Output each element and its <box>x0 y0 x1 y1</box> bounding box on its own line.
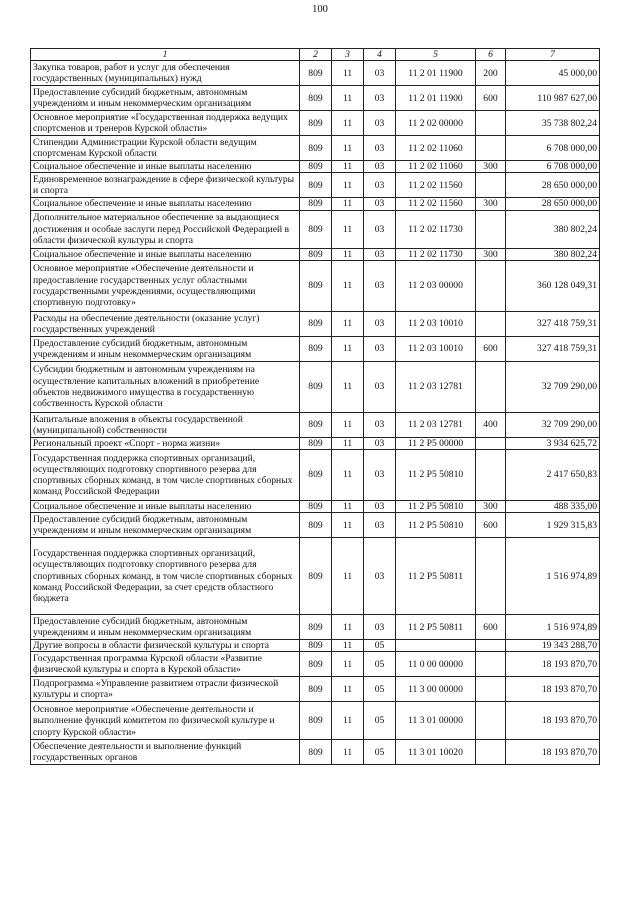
cell-rz: 11 <box>332 198 364 210</box>
cell-rz: 11 <box>332 513 364 538</box>
table-row <box>31 111 600 136</box>
cell-sum: 1 516 974,89 <box>506 538 600 615</box>
cell-vr <box>476 450 506 501</box>
cell-rz: 11 <box>332 538 364 615</box>
cell-vr: 300 <box>476 248 506 260</box>
cell-pr: 03 <box>364 136 396 161</box>
cell-sum: 360 128 049,31 <box>506 260 600 311</box>
cell-vr <box>476 702 506 740</box>
table-row <box>31 311 600 336</box>
cell-vr <box>476 136 506 161</box>
cell-ved: 809 <box>300 640 332 652</box>
cell-sum: 35 738 802,24 <box>506 111 600 136</box>
cell-csr: 11 2 P5 00000 <box>396 437 476 449</box>
header-row <box>31 49 600 61</box>
cell-sum: 32 709 290,00 <box>506 412 600 437</box>
cell-rz: 11 <box>332 615 364 640</box>
cell-sum: 3 934 625,72 <box>506 437 600 449</box>
cell-vr <box>476 652 506 677</box>
cell-sum: 1 516 974,89 <box>506 615 600 640</box>
cell-vr <box>476 173 506 198</box>
cell-rz: 11 <box>332 173 364 198</box>
cell-sum: 327 418 759,31 <box>506 336 600 361</box>
cell-name: Основное мероприятие «Обеспечение деятельности и предоставление государственных услуг областными государственными учреждениями, осуществляющими спортивную подготовку» <box>31 260 300 311</box>
cell-vr <box>476 740 506 765</box>
cell-csr: 11 2 01 11900 <box>396 61 476 86</box>
cell-pr: 03 <box>364 615 396 640</box>
cell-pr: 03 <box>364 538 396 615</box>
cell-vr: 400 <box>476 412 506 437</box>
cell-rz: 11 <box>332 361 364 412</box>
cell-rz: 11 <box>332 437 364 449</box>
cell-pr: 03 <box>364 111 396 136</box>
cell-name: Капитальные вложения в объекты государственной (муниципальной) собственности <box>31 412 300 437</box>
table-row <box>31 412 600 437</box>
cell-csr: 11 2 02 11730 <box>396 210 476 248</box>
cell-ved: 809 <box>300 248 332 260</box>
cell-rz: 11 <box>332 136 364 161</box>
cell-sum: 327 418 759,31 <box>506 311 600 336</box>
cell-name: Основное мероприятие «Обеспечение деятельности и выполнение функций комитетом по физической культуре и спорту Курской области» <box>31 702 300 740</box>
table-row <box>31 677 600 702</box>
cell-sum: 18 193 870,70 <box>506 702 600 740</box>
cell-vr: 600 <box>476 336 506 361</box>
cell-ved: 809 <box>300 173 332 198</box>
cell-csr: 11 2 03 10010 <box>396 336 476 361</box>
cell-vr: 300 <box>476 161 506 173</box>
table-row <box>31 361 600 412</box>
cell-sum: 380 802,24 <box>506 210 600 248</box>
cell-csr: 11 2 02 11560 <box>396 198 476 210</box>
cell-csr: 11 3 01 10020 <box>396 740 476 765</box>
cell-pr: 03 <box>364 412 396 437</box>
table-row <box>31 640 600 652</box>
cell-sum: 18 193 870,70 <box>506 677 600 702</box>
table-row <box>31 652 600 677</box>
cell-csr: 11 0 00 00000 <box>396 652 476 677</box>
cell-rz: 11 <box>332 677 364 702</box>
cell-name: Единовременное вознаграждение в сфере физической культуры и спорта <box>31 173 300 198</box>
cell-ved: 809 <box>300 412 332 437</box>
header-col-7: 7 <box>506 49 600 61</box>
cell-sum: 6 708 000,00 <box>506 161 600 173</box>
cell-ved: 809 <box>300 361 332 412</box>
cell-pr: 03 <box>364 437 396 449</box>
cell-name: Социальное обеспечение и иные выплаты населению <box>31 501 300 513</box>
cell-ved: 809 <box>300 501 332 513</box>
header-col-3: 3 <box>332 49 364 61</box>
table-row <box>31 501 600 513</box>
cell-rz: 11 <box>332 260 364 311</box>
cell-sum: 18 193 870,70 <box>506 652 600 677</box>
header-col-2: 2 <box>300 49 332 61</box>
cell-rz: 11 <box>332 86 364 111</box>
cell-rz: 11 <box>332 640 364 652</box>
header-col-6: 6 <box>476 49 506 61</box>
cell-name: Государственная поддержка спортивных организаций, осуществляющих подготовку спортивного резерва для спортивных сборных команд, в том числе спортивных сборных команд Российской Федерации <box>31 450 300 501</box>
table-row <box>31 538 600 615</box>
page-number: 100 <box>312 4 328 15</box>
cell-sum: 19 343 288,70 <box>506 640 600 652</box>
cell-vr: 600 <box>476 615 506 640</box>
cell-ved: 809 <box>300 615 332 640</box>
cell-vr <box>476 361 506 412</box>
cell-name: Обеспечение деятельности и выполнение функций государственных органов <box>31 740 300 765</box>
cell-csr: 11 2 03 10010 <box>396 311 476 336</box>
cell-pr: 05 <box>364 652 396 677</box>
cell-csr <box>396 640 476 652</box>
cell-vr: 300 <box>476 198 506 210</box>
cell-ved: 809 <box>300 260 332 311</box>
header-col-5: 5 <box>396 49 476 61</box>
cell-sum: 2 417 650,83 <box>506 450 600 501</box>
cell-pr: 03 <box>364 450 396 501</box>
cell-pr: 03 <box>364 173 396 198</box>
cell-name: Стипендии Администрации Курской области ведущим спортсменам Курской области <box>31 136 300 161</box>
cell-csr: 11 2 01 11900 <box>396 86 476 111</box>
cell-csr: 11 2 03 12781 <box>396 412 476 437</box>
cell-pr: 03 <box>364 198 396 210</box>
table-row <box>31 437 600 449</box>
table-row <box>31 136 600 161</box>
cell-rz: 11 <box>332 111 364 136</box>
cell-name: Основное мероприятие «Государственная поддержка ведущих спортсменов и тренеров Курской области» <box>31 111 300 136</box>
cell-ved: 809 <box>300 210 332 248</box>
cell-name: Закупка товаров, работ и услуг для обеспечения государственных (муниципальных) нужд <box>31 61 300 86</box>
cell-rz: 11 <box>332 412 364 437</box>
cell-csr: 11 3 01 00000 <box>396 702 476 740</box>
cell-pr: 03 <box>364 513 396 538</box>
cell-pr: 05 <box>364 702 396 740</box>
cell-rz: 11 <box>332 248 364 260</box>
cell-name: Другие вопросы в области физической культуры и спорта <box>31 640 300 652</box>
cell-sum: 28 650 000,00 <box>506 198 600 210</box>
cell-csr: 11 3 00 00000 <box>396 677 476 702</box>
cell-csr: 11 2 03 00000 <box>396 260 476 311</box>
cell-vr <box>476 677 506 702</box>
cell-sum: 110 987 627,00 <box>506 86 600 111</box>
table-row <box>31 702 600 740</box>
cell-ved: 809 <box>300 111 332 136</box>
cell-sum: 488 335,00 <box>506 501 600 513</box>
cell-rz: 11 <box>332 311 364 336</box>
cell-ved: 809 <box>300 538 332 615</box>
cell-ved: 809 <box>300 702 332 740</box>
cell-csr: 11 2 02 11060 <box>396 136 476 161</box>
cell-csr: 11 2 02 11060 <box>396 161 476 173</box>
cell-ved: 809 <box>300 437 332 449</box>
cell-rz: 11 <box>332 501 364 513</box>
cell-vr: 600 <box>476 513 506 538</box>
cell-pr: 03 <box>364 161 396 173</box>
cell-vr <box>476 437 506 449</box>
cell-pr: 03 <box>364 210 396 248</box>
cell-rz: 11 <box>332 740 364 765</box>
table-row <box>31 336 600 361</box>
cell-vr: 600 <box>476 86 506 111</box>
budget-table <box>30 48 600 765</box>
cell-name: Субсидии бюджетным и автономным учреждениям на осуществление капитальных вложений в приобретение объектов недвижимого имущества в государственную собственность Курской области <box>31 361 300 412</box>
cell-pr: 05 <box>364 740 396 765</box>
cell-pr: 03 <box>364 501 396 513</box>
cell-pr: 03 <box>364 248 396 260</box>
table-row <box>31 86 600 111</box>
cell-vr <box>476 311 506 336</box>
cell-ved: 809 <box>300 740 332 765</box>
cell-pr: 05 <box>364 677 396 702</box>
table-row <box>31 161 600 173</box>
cell-csr: 11 2 03 12781 <box>396 361 476 412</box>
cell-pr: 03 <box>364 311 396 336</box>
cell-name: Подпрограмма «Управление развитием отрасли физической культуры и спорта» <box>31 677 300 702</box>
cell-sum: 6 708 000,00 <box>506 136 600 161</box>
cell-name: Предоставление субсидий бюджетным, автономным учреждениям и иным некоммерческим организациям <box>31 86 300 111</box>
cell-rz: 11 <box>332 161 364 173</box>
cell-name: Предоставление субсидий бюджетным, автономным учреждениям и иным некоммерческим организациям <box>31 615 300 640</box>
table-row <box>31 260 600 311</box>
cell-ved: 809 <box>300 136 332 161</box>
cell-name: Расходы на обеспечение деятельности (оказание услуг) государственных учреждений <box>31 311 300 336</box>
cell-name: Предоставление субсидий бюджетным, автономным учреждениям и иным некоммерческим организациям <box>31 336 300 361</box>
table-row <box>31 740 600 765</box>
cell-rz: 11 <box>332 450 364 501</box>
cell-name: Предоставление субсидий бюджетным, автономным учреждениям и иным некоммерческим организациям <box>31 513 300 538</box>
cell-name: Региональный проект «Спорт - норма жизни» <box>31 437 300 449</box>
cell-name: Дополнительное материальное обеспечение за выдающиеся достижения и особые заслуги перед Российской Федерацией в области физической культуры и спорта <box>31 210 300 248</box>
table-row <box>31 450 600 501</box>
cell-vr <box>476 210 506 248</box>
cell-vr <box>476 260 506 311</box>
cell-name: Государственная поддержка спортивных организаций, осуществляющих подготовку спортивного резерва для спортивных сборных команд, в том числе спортивных сборных команд Российской Федерации, за счет средств областного бюджета <box>31 538 300 615</box>
cell-vr <box>476 538 506 615</box>
cell-pr: 05 <box>364 640 396 652</box>
cell-vr: 300 <box>476 501 506 513</box>
cell-ved: 809 <box>300 86 332 111</box>
table-row <box>31 61 600 86</box>
cell-rz: 11 <box>332 210 364 248</box>
cell-rz: 11 <box>332 652 364 677</box>
cell-csr: 11 2 P5 50810 <box>396 501 476 513</box>
cell-rz: 11 <box>332 336 364 361</box>
cell-vr <box>476 640 506 652</box>
cell-csr: 11 2 02 11560 <box>396 173 476 198</box>
cell-name: Социальное обеспечение и иные выплаты населению <box>31 198 300 210</box>
table-row <box>31 615 600 640</box>
cell-sum: 32 709 290,00 <box>506 361 600 412</box>
cell-sum: 28 650 000,00 <box>506 173 600 198</box>
cell-pr: 03 <box>364 61 396 86</box>
cell-vr: 200 <box>476 61 506 86</box>
cell-pr: 03 <box>364 361 396 412</box>
table-row <box>31 198 600 210</box>
cell-sum: 1 929 315,83 <box>506 513 600 538</box>
cell-rz: 11 <box>332 61 364 86</box>
cell-sum: 45 000,00 <box>506 61 600 86</box>
cell-csr: 11 2 02 00000 <box>396 111 476 136</box>
cell-csr: 11 2 P5 50811 <box>396 615 476 640</box>
cell-pr: 03 <box>364 86 396 111</box>
header-col-1: 1 <box>31 49 300 61</box>
table-row <box>31 248 600 260</box>
cell-csr: 11 2 02 11730 <box>396 248 476 260</box>
table-row <box>31 513 600 538</box>
table-row <box>31 173 600 198</box>
cell-name: Социальное обеспечение и иные выплаты населению <box>31 161 300 173</box>
cell-ved: 809 <box>300 61 332 86</box>
cell-ved: 809 <box>300 677 332 702</box>
cell-ved: 809 <box>300 652 332 677</box>
cell-pr: 03 <box>364 260 396 311</box>
cell-pr: 03 <box>364 336 396 361</box>
cell-ved: 809 <box>300 336 332 361</box>
cell-ved: 809 <box>300 311 332 336</box>
cell-name: Государственная программа Курской области «Развитие физической культуры и спорта в Курской области» <box>31 652 300 677</box>
table-row <box>31 210 600 248</box>
cell-rz: 11 <box>332 702 364 740</box>
cell-name: Социальное обеспечение и иные выплаты населению <box>31 248 300 260</box>
cell-ved: 809 <box>300 198 332 210</box>
cell-vr <box>476 111 506 136</box>
cell-ved: 809 <box>300 513 332 538</box>
header-col-4: 4 <box>364 49 396 61</box>
cell-csr: 11 2 P5 50810 <box>396 450 476 501</box>
cell-csr: 11 2 P5 50811 <box>396 538 476 615</box>
cell-csr: 11 2 P5 50810 <box>396 513 476 538</box>
cell-sum: 18 193 870,70 <box>506 740 600 765</box>
cell-sum: 380 802,24 <box>506 248 600 260</box>
cell-ved: 809 <box>300 161 332 173</box>
cell-ved: 809 <box>300 450 332 501</box>
